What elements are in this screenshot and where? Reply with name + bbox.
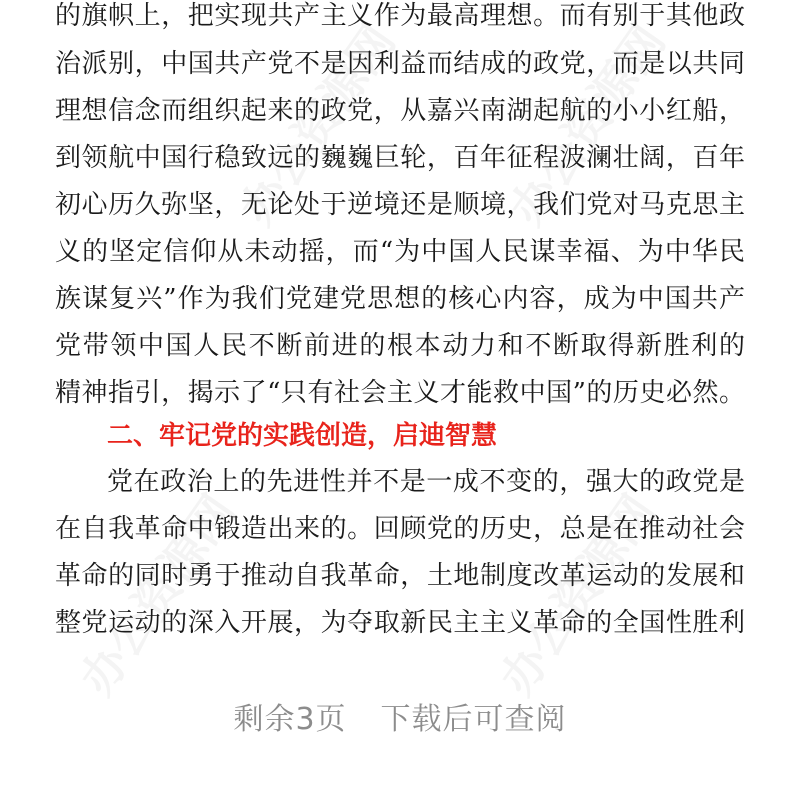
paragraph-line: 的旗帜上，把实现共产主义作为最高理想。而有别于其他政: [55, 1, 745, 31]
paragraph-line: 理想信念而组织起来的政党，从嘉兴南湖起航的小小红船，: [55, 96, 745, 126]
paragraph-line: 到领航中国行稳致远的巍巍巨轮，百年征程波澜壮阔，百年: [55, 143, 745, 173]
watermark: 办公资源网: [229, 15, 406, 235]
download-hint-label: 下载后可查阅: [380, 702, 567, 737]
paragraph-line: 在自我革命中锻造出来的。回顾党的历史，总是在推动社会: [55, 514, 745, 544]
paragraph-line: 革命的同时勇于推动自我革命，土地制度改革运动的发展和: [55, 561, 745, 591]
watermark: 办公资源网: [69, 485, 246, 705]
paragraph-line: 治派别，中国共产党不是因利益而结成的政党，而是以共同: [55, 49, 745, 79]
paragraph-line: 整党运动的深入开展，为夺取新民主主义革命的全国性胜利: [55, 608, 745, 638]
remaining-pages-label: 剩余3页: [233, 702, 347, 737]
paragraph-line: 初心历久弥坚，无论处于逆境还是顺境，我们党对马克思主: [55, 190, 745, 220]
watermark: 办公资源网: [489, 485, 666, 705]
paragraph-line: 精神指引，揭示了“只有社会主义才能救中国”的历史必然。: [55, 378, 745, 408]
paragraph-line: 党带领中国人民不断前进的根本动力和不断取得新胜利的: [55, 331, 745, 361]
watermark: 办公资源网: [499, 15, 676, 235]
section-heading: 二、牢记党的实践创造，启迪智慧: [107, 421, 498, 451]
paragraph-line: 党在政治上的先进性并不是一成不变的，强大的政党是: [107, 467, 745, 497]
remaining-pages-hint[interactable]: [0, 694, 800, 738]
paragraph-line: 义的坚定信仰从未动摇，而“为中国人民谋幸福、为中华民: [55, 237, 745, 267]
paragraph-line: 族谋复兴”作为我们党建党思想的核心内容，成为中国共产: [55, 284, 745, 314]
